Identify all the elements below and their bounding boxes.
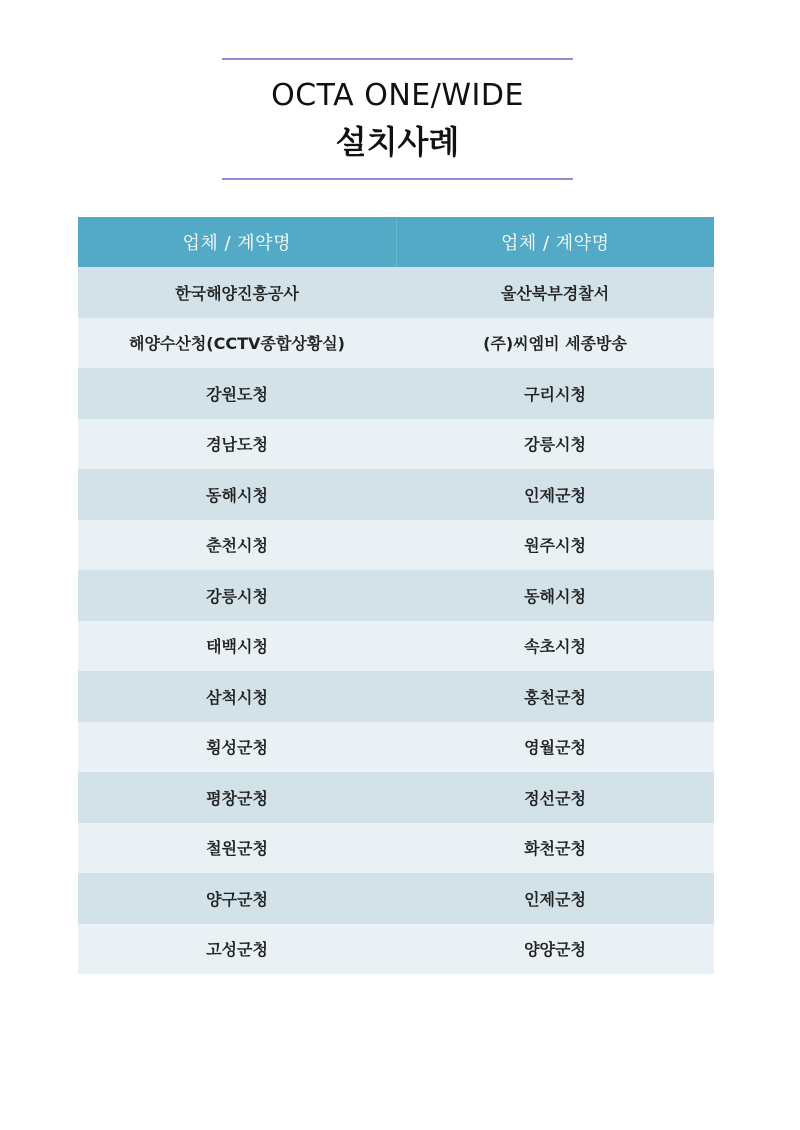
table-cell-left: 강원도청: [206, 384, 268, 404]
table-cell-left: 고성군청: [206, 940, 268, 960]
table-row: [78, 267, 714, 318]
table-row: [78, 621, 714, 672]
table-cell-right: 정선군청: [524, 788, 586, 808]
table-cell-right: 구리시청: [524, 384, 586, 404]
table-cell-left: 춘천시청: [206, 536, 268, 556]
table-row: [78, 469, 714, 520]
table-cell-right: 양양군청: [524, 940, 586, 960]
title-top-rule: [222, 58, 573, 60]
table-cell-right: 울산북부경찰서: [500, 283, 610, 303]
table-cell-left: 경남도청: [206, 435, 268, 455]
column-header-left: 업체 / 계약명: [78, 217, 397, 267]
table-cell-right: 동해시청: [524, 586, 586, 606]
table-cell-right: 인제군청: [524, 485, 586, 505]
table-row: [78, 570, 714, 621]
table-row: [78, 873, 714, 924]
table-cell-left: 횡성군청: [206, 738, 268, 758]
installation-table: [78, 217, 714, 974]
table-cell-left: 강릉시청: [206, 586, 268, 606]
table-cell-right: 원주시청: [524, 536, 586, 556]
table-row: [78, 772, 714, 823]
table-cell-left: 철원군청: [206, 839, 268, 859]
table-row: [78, 419, 714, 470]
table-cell-left: 평창군청: [206, 788, 268, 808]
table-cell-left: 동해시청: [206, 485, 268, 505]
table-header-row: [78, 217, 714, 267]
table-row: [78, 520, 714, 571]
table-cell-right: 홍천군청: [524, 687, 586, 707]
table-row: [78, 823, 714, 874]
table-cell-left: 삼척시청: [206, 687, 268, 707]
table-cell-left: 해양수산청(CCTV종합상황실): [129, 334, 345, 354]
table-cell-right: 속초시청: [524, 637, 586, 657]
document-subtitle: 설치사례: [335, 123, 460, 161]
table-cell-left: 태백시청: [206, 637, 268, 657]
table-cell-left: 한국해양진흥공사: [175, 283, 299, 303]
table-row: [78, 368, 714, 419]
table-cell-right: (주)씨엠비 세종방송: [483, 334, 627, 354]
column-header-right: 업체 / 계약명: [501, 233, 610, 254]
table-cell-left: 양구군청: [206, 889, 268, 909]
title-block: [222, 58, 573, 180]
table-row: [78, 924, 714, 975]
table-cell-right: 인제군청: [524, 889, 586, 909]
table-row: [78, 318, 714, 369]
table-row: [78, 671, 714, 722]
document-title: OCTA ONE/WIDE: [271, 78, 524, 113]
table-cell-right: 영월군청: [524, 738, 586, 758]
table-cell-right: 화천군청: [524, 839, 586, 859]
table-cell-right: 강릉시청: [524, 435, 586, 455]
table-row: [78, 722, 714, 773]
title-bottom-rule: [222, 178, 573, 180]
